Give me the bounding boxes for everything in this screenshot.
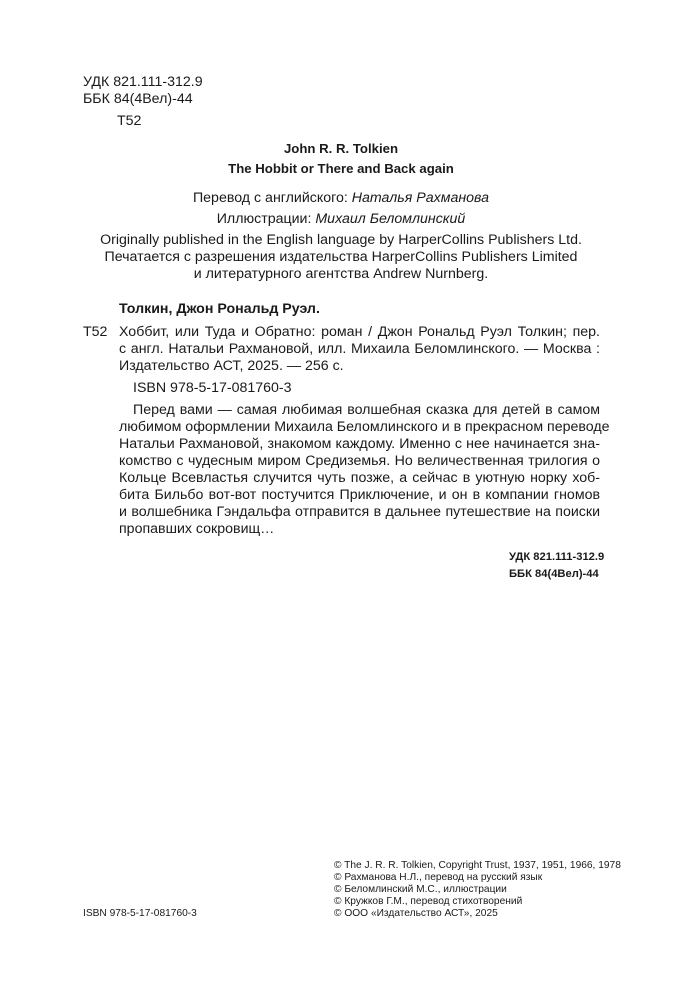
annotation-line-3: Натальи Рахмановой, знакомом каждому. Именно с нее начинается зна- bbox=[119, 436, 600, 452]
translator-name: Наталья Рахманова bbox=[351, 190, 490, 206]
original-publication-note: Originally published in the English language by HarperCollins Publishers Ltd. bbox=[100, 232, 582, 248]
translation-label: Перевод с английского: bbox=[192, 190, 348, 206]
annotation-line-4: комство с чудесным миром Средиземья. Но величественная трилогия о bbox=[119, 453, 600, 469]
catalog-description-line-3: Издательство АСТ, 2025. — 256 с. bbox=[119, 358, 344, 374]
copyright-line: © Рахманова Н.Л., перевод на русский язык bbox=[334, 872, 543, 883]
bbk-code: ББК 84(4Вел)-44 bbox=[83, 91, 193, 107]
copyright-line: © The J. R. R. Tolkien, Copyright Trust, 1937, 1951, 1966, 1978 bbox=[334, 860, 621, 871]
annotation-line-1: Перед вами — самая любимая волшебная сказка для детей в самом bbox=[133, 402, 600, 418]
copyright-line: © Кружков Г.М., перевод стихотворений bbox=[334, 896, 523, 907]
catalog-mark: Т52 bbox=[83, 324, 108, 340]
illustrations-label: Иллюстрации: bbox=[216, 211, 312, 227]
catalog-description-line-2: с англ. Натальи Рахмановой, илл. Михаила Беломлинского. — Москва : bbox=[119, 341, 600, 357]
annotation-line-5: Кольце Всевластья случится чуть позже, а сейчас в уютную норку хоб- bbox=[119, 470, 600, 486]
annotation-line-2: любимом оформлении Михаила Беломлинского и в прекрасном переводе bbox=[119, 419, 610, 435]
footer-isbn: ISBN 978-5-17-081760-3 bbox=[83, 908, 197, 919]
permission-line-2: и литературного агентства Andrew Nurnberg. bbox=[193, 266, 489, 282]
annotation-line-7: и волшебника Гэндальфа отправится в дальнее путешествие на поиски bbox=[119, 504, 600, 520]
illustration-credit bbox=[0, 211, 682, 228]
original-title: The Hobbit or There and Back again bbox=[228, 161, 454, 176]
catalog-isbn: ISBN 978-5-17-081760-3 bbox=[133, 380, 292, 396]
annotation-line-8: пропавших сокровищ… bbox=[119, 521, 275, 537]
permission-line-1: Печатается с разрешения издательства HarperCollins Publishers Limited bbox=[104, 249, 578, 265]
catalog-heading: Толкин, Джон Рональд Руэл. bbox=[119, 301, 320, 317]
copyright-line: © ООО «Издательство АСТ», 2025 bbox=[334, 908, 498, 919]
catalog-description-line-1: Хоббит, или Туда и Обратно: роман / Джон Рональд Руэл Толкин; пер. bbox=[119, 324, 600, 340]
udk-code: УДК 821.111-312.9 bbox=[83, 74, 203, 90]
udk-code-repeat: УДК 821.111-312.9 bbox=[509, 551, 605, 563]
annotation-line-6: бита Бильбо вот-вот постучится Приключение, и он в компании гномов bbox=[119, 487, 600, 503]
original-author: John R. R. Tolkien bbox=[283, 141, 399, 156]
copyright-line: © Беломлинский М.С., иллюстрации bbox=[334, 884, 507, 895]
author-mark: Т52 bbox=[117, 113, 142, 129]
illustrator-name: Михаил Беломлинский bbox=[315, 211, 466, 227]
bbk-code-repeat: ББК 84(4Вел)-44 bbox=[509, 568, 599, 580]
translation-credit bbox=[0, 190, 682, 207]
